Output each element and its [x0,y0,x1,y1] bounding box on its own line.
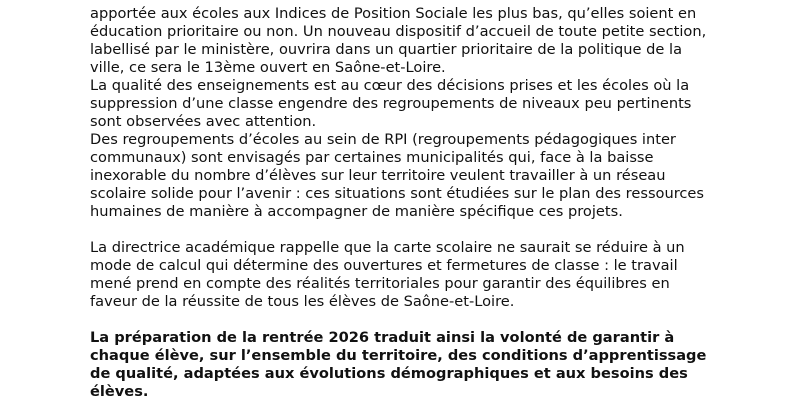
paragraph-carte-scolaire: La directrice académique rappelle que la carte scolaire ne saurait se réduire à un mode de calcul qui détermine des ouvertures et fermetures de classe : le travail mené prend en compte des réalités territoriales pour garantir des équilibres en faveur de la réussite de tous les élèves de Saône-et-Loire. [90,239,685,310]
paragraph-spacer [90,311,720,329]
document-body [90,5,720,401]
paragraph-ips-schools: apportée aux écoles aux Indices de Position Sociale les plus bas, qu’elles soient en éducation prioritaire ou non. Un nouveau dispositif d’accueil de toute petite section, labellisé par le ministère, ouvrira dans un quartier prioritaire de la politique de la ville, ce sera le 13ème ouvert en Saône-et-Loire. [90,5,707,76]
paragraph-conclusion: La préparation de la rentrée 2026 traduit ainsi la volonté de garantir à chaque élève, sur l’ensemble du territoire, des conditions d’apprentissage de qualité, adaptées aux évolutions démographiques et aux besoins des élèves. [90,329,707,400]
paragraph-teaching-quality: La qualité des enseignements est au cœur des décisions prises et les écoles où la suppression d’une classe engendre des regroupements de niveaux peu pertinents sont observées avec attention. [90,77,692,130]
paragraph-rpi-regroupings: Des regroupements d’écoles au sein de RPI (regroupements pédagogiques inter communaux) sont envisagés par certaines municipalités qui, face à la baisse inexorable du nombre d’élèves sur leur territoire veulent travailler à un réseau scolaire solide pour l’avenir : ces situations sont étudiées sur le plan des ressources humaines de manière à accompagner de manière spécifique ces projets. [90,131,705,220]
paragraph-spacer [90,221,720,239]
